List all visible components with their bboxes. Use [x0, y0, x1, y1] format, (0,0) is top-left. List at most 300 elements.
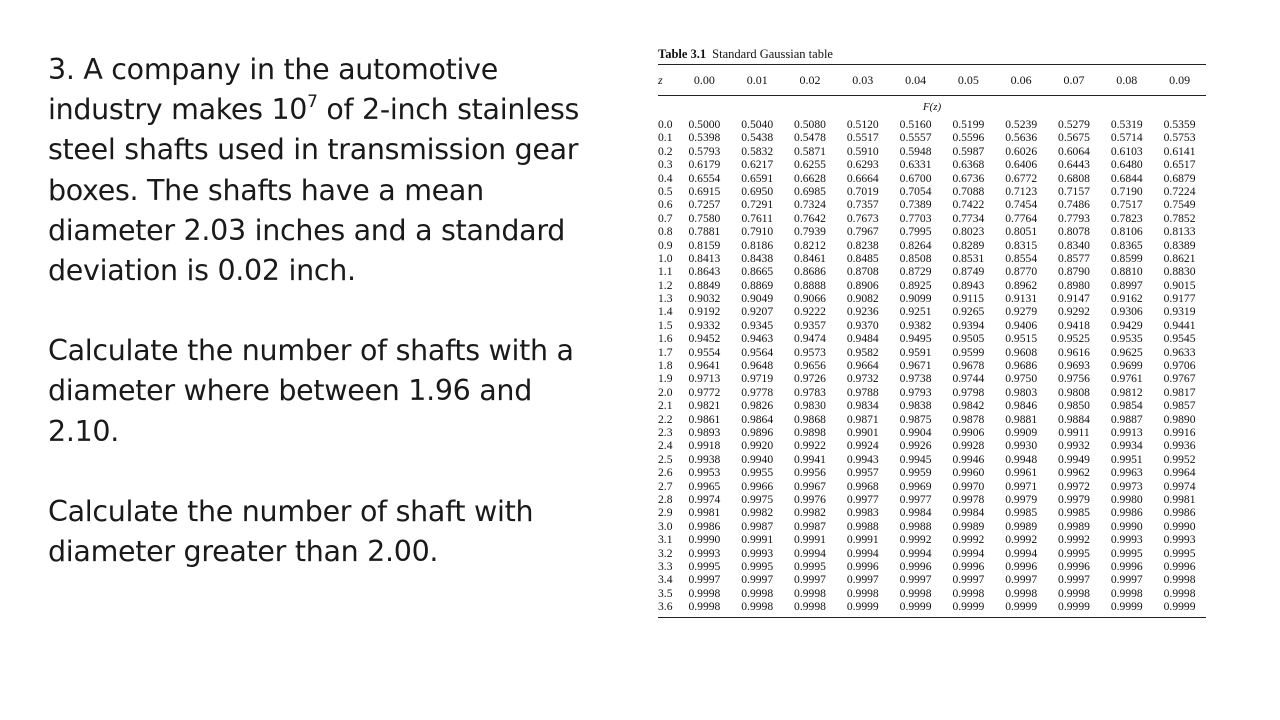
z-value: 3.2: [658, 546, 673, 560]
table-cell: 0.9678: [952, 359, 985, 373]
table-cell: 0.9962: [1058, 466, 1090, 480]
table-row: [658, 346, 1206, 359]
table-cell: 0.9370: [846, 318, 879, 332]
table-cell: 0.9582: [846, 345, 879, 359]
fz-label: F(z): [922, 101, 942, 113]
table-cell: 0.9992: [1005, 533, 1038, 547]
table-cell: 0.9998: [1110, 586, 1143, 600]
table-cell: 0.5596: [952, 131, 985, 145]
table-row: [658, 332, 1206, 345]
table-row: [658, 372, 1206, 385]
table-cell: 0.9382: [899, 318, 932, 332]
table-cell: 0.9911: [1058, 425, 1090, 439]
table-cell: 0.9996: [899, 559, 932, 573]
exponent: 7: [307, 91, 318, 112]
table-cell: 0.9997: [1058, 573, 1090, 587]
table-cell: 0.7703: [899, 211, 932, 225]
table-cell: 0.9418: [1058, 318, 1090, 332]
table-cell: 0.8438: [741, 251, 774, 265]
table-cell: 0.9099: [899, 292, 932, 306]
table-row: [658, 145, 1206, 158]
table-cell: 0.9599: [952, 345, 985, 359]
table-cell: 0.7734: [952, 211, 985, 225]
column-header: 0.06: [1010, 72, 1032, 87]
table-cell: 0.9976: [794, 492, 826, 506]
table-cell: 0.9535: [1110, 332, 1143, 346]
z-value: 1.9: [658, 372, 673, 386]
column-header: 0.02: [799, 72, 821, 87]
problem-statement: [48, 50, 608, 291]
table-row: [658, 399, 1206, 412]
table-cell: 0.8159: [688, 238, 721, 252]
table-cell: 0.6700: [899, 171, 932, 185]
table-cell: 0.9973: [1110, 479, 1143, 493]
table-cell: 0.8461: [794, 251, 826, 265]
table-cell: 0.8790: [1058, 265, 1090, 279]
table-cell: 0.9993: [1163, 533, 1196, 547]
table-cell: 0.9992: [952, 533, 985, 547]
table-cell: 0.9817: [1163, 385, 1196, 399]
table-cell: 0.8340: [1058, 238, 1090, 252]
z-value: 0.6: [658, 198, 673, 212]
table-cell: 0.8621: [1163, 251, 1196, 265]
table-cell: 0.6879: [1163, 171, 1196, 185]
table-caption-label: Table 3.1: [658, 47, 707, 61]
table-cell: 0.9913: [1110, 425, 1143, 439]
table-cell: 0.9916: [1163, 425, 1196, 439]
table-cell: 0.5199: [952, 118, 985, 131]
z-column-header: z: [658, 72, 663, 87]
table-row: [658, 560, 1206, 573]
table-cell: 0.9992: [899, 533, 932, 547]
table-cell: 0.9803: [1005, 385, 1038, 399]
table-cell: 0.9943: [846, 452, 879, 466]
table-row: [658, 319, 1206, 332]
z-value: 1.3: [658, 292, 673, 306]
table-cell: 0.9515: [1005, 332, 1038, 346]
z-value: 1.8: [658, 359, 673, 373]
table-row: [658, 493, 1206, 506]
table-cell: 0.9850: [1058, 399, 1090, 413]
table-cell: 0.9986: [1110, 506, 1143, 520]
table-cell: 0.9909: [1005, 425, 1038, 439]
table-cell: 0.9732: [846, 372, 879, 386]
table-cell: 0.9952: [1163, 452, 1196, 466]
table-cell: 0.7357: [846, 198, 879, 212]
table-cell: 0.9798: [952, 385, 985, 399]
table-row: [658, 131, 1206, 144]
bottom-rule: [658, 617, 1206, 618]
table-cell: 0.9049: [741, 292, 774, 306]
table-cell: 0.9857: [1163, 399, 1196, 413]
table-cell: 0.9066: [794, 292, 826, 306]
table-cell: 0.9846: [1005, 399, 1038, 413]
table-cell: 0.9406: [1005, 318, 1038, 332]
table-cell: 0.9989: [1005, 519, 1038, 533]
column-header: 0.00: [693, 72, 715, 87]
table-cell: 0.9940: [741, 452, 774, 466]
table-cell: 0.5910: [846, 144, 879, 158]
table-cell: 0.8943: [952, 278, 985, 292]
table-cell: 0.9989: [1058, 519, 1090, 533]
table-cell: 0.9993: [1110, 533, 1143, 547]
z-value: 1.1: [658, 265, 673, 279]
table-cell: 0.6064: [1058, 144, 1090, 158]
table-cell: 0.9998: [794, 600, 826, 614]
table-cell: 0.9995: [688, 559, 721, 573]
table-cell: 0.8888: [794, 278, 826, 292]
table-cell: 0.9996: [1005, 559, 1038, 573]
z-value: 3.3: [658, 559, 673, 573]
table-cell: 0.9964: [1163, 466, 1196, 480]
table-row: [658, 172, 1206, 185]
table-cell: 0.9998: [794, 586, 826, 600]
table-cell: 0.9986: [688, 519, 721, 533]
table-cell: 0.8729: [899, 265, 932, 279]
table-cell: 0.9924: [846, 439, 879, 453]
table-cell: 0.9641: [688, 359, 721, 373]
table-cell: 0.7611: [741, 211, 773, 225]
table-cell: 0.9980: [1110, 492, 1143, 506]
table-cell: 0.9830: [794, 399, 826, 413]
table-cell: 0.9997: [1110, 573, 1143, 587]
table-cell: 0.6179: [688, 158, 721, 172]
table-cell: 0.6406: [1005, 158, 1038, 172]
z-value: 1.7: [658, 345, 673, 359]
table-cell: 0.8315: [1005, 238, 1038, 252]
spacer: [48, 291, 608, 331]
table-cell: 0.9996: [1058, 559, 1090, 573]
table-cell: 0.9930: [1005, 439, 1038, 453]
table-cell: 0.7549: [1163, 198, 1196, 212]
table-cell: 0.9988: [846, 519, 879, 533]
table-cell: 0.9616: [1058, 345, 1090, 359]
table-cell: 0.7019: [846, 184, 879, 198]
table-cell: 0.9495: [899, 332, 932, 346]
table-cell: 0.9251: [899, 305, 932, 319]
table-cell: 0.9884: [1058, 412, 1090, 426]
table-cell: 0.9474: [794, 332, 826, 346]
table-cell: 0.8413: [688, 251, 721, 265]
table-cell: 0.6554: [688, 171, 721, 185]
table-cell: 0.9505: [952, 332, 985, 346]
table-cell: 0.9834: [846, 399, 879, 413]
table-cell: 0.8508: [899, 251, 932, 265]
table-cell: 0.9970: [952, 479, 985, 493]
table-cell: 0.9671: [899, 359, 932, 373]
table-cell: 0.7793: [1058, 211, 1090, 225]
gaussian-table: [658, 44, 1206, 618]
table-cell: 0.9928: [952, 439, 985, 453]
table-cell: 0.5279: [1058, 118, 1090, 131]
table-cell: 0.6591: [741, 171, 774, 185]
table-cell: 0.8925: [899, 278, 932, 292]
table-cell: 0.9591: [899, 345, 932, 359]
table-cell: 0.9997: [846, 573, 879, 587]
table-cell: 0.8997: [1110, 278, 1143, 292]
table-cell: 0.9998: [1163, 573, 1196, 587]
table-cell: 0.9633: [1163, 345, 1196, 359]
z-value: 0.0: [658, 118, 673, 131]
table-row: [658, 118, 1206, 131]
column-header: 0.08: [1116, 72, 1138, 87]
table-cell: 0.9292: [1058, 305, 1090, 319]
table-cell: 0.9985: [1058, 506, 1090, 520]
table-cell: 0.7422: [952, 198, 985, 212]
table-cell: 0.9082: [846, 292, 879, 306]
z-value: 0.7: [658, 211, 673, 225]
table-cell: 0.9995: [1163, 546, 1196, 560]
column-header: 0.07: [1063, 72, 1085, 87]
table-cell: 0.9951: [1110, 452, 1143, 466]
z-value: 1.2: [658, 278, 673, 292]
table-cell: 0.9997: [899, 573, 932, 587]
table-cell: 0.9997: [1005, 573, 1038, 587]
table-cell: 0.9920: [741, 439, 774, 453]
table-cell: 0.9332: [688, 318, 721, 332]
table-cell: 0.5398: [688, 131, 721, 145]
table-cell: 0.9945: [899, 452, 932, 466]
table-cell: 0.9965: [688, 479, 721, 493]
table-cell: 0.9996: [846, 559, 879, 573]
table-cell: 0.9975: [741, 492, 774, 506]
table-cell: 0.7995: [899, 225, 932, 239]
table-cell: 0.9896: [741, 425, 774, 439]
table-cell: 0.9986: [1163, 506, 1196, 520]
table-cell: 0.9959: [899, 466, 932, 480]
table-row: [658, 547, 1206, 560]
table-cell: 0.9995: [1110, 546, 1143, 560]
z-value: 2.7: [658, 479, 673, 493]
table-cell: 0.9992: [1058, 533, 1090, 547]
table-cell: 0.9997: [688, 573, 721, 587]
z-value: 3.1: [658, 533, 673, 547]
z-value: 0.2: [658, 144, 673, 158]
table-row: [658, 359, 1206, 372]
table-cell: 0.8980: [1058, 278, 1090, 292]
table-cell: 0.9573: [794, 345, 826, 359]
table-cell: 0.9987: [794, 519, 826, 533]
table-cell: 0.9994: [794, 546, 826, 560]
table-cell: 0.9890: [1163, 412, 1196, 426]
column-header: 0.03: [852, 72, 874, 87]
table-cell: 0.9989: [952, 519, 985, 533]
table-row: [658, 573, 1206, 586]
table-cell: 0.8906: [846, 278, 879, 292]
table-cell: 0.5987: [952, 144, 985, 158]
table-cell: 0.9998: [688, 586, 721, 600]
table-cell: 0.8849: [688, 278, 721, 292]
table-cell: 0.9981: [1163, 492, 1196, 506]
table-cell: 0.6517: [1163, 158, 1196, 172]
table-cell: 0.7823: [1110, 211, 1143, 225]
table-cell: 0.9881: [1005, 412, 1038, 426]
table-cell: 0.9713: [688, 372, 721, 386]
table-row: [658, 212, 1206, 225]
table-cell: 0.9222: [794, 305, 826, 319]
table-cell: 0.8599: [1110, 251, 1143, 265]
z-value: 0.4: [658, 171, 673, 185]
column-header: 0.09: [1169, 72, 1191, 87]
table-cell: 0.9999: [1005, 600, 1038, 614]
table-cell: 0.7224: [1163, 184, 1196, 198]
table-cell: 0.9972: [1058, 479, 1090, 493]
table-cell: 0.9744: [952, 372, 985, 386]
table-cell: 0.6217: [741, 158, 774, 172]
table-row: [658, 439, 1206, 452]
problem-details: of 2-inch stainless steel shafts used in transmission gear boxes. The shafts have a mean diameter 2.03 inches and a standard deviation is 0.02 inch.: [48, 93, 580, 288]
table-row: [658, 239, 1206, 252]
table-cell: 0.5319: [1110, 118, 1143, 131]
table-cell: 0.6368: [952, 158, 985, 172]
table-cell: 0.8212: [794, 238, 826, 252]
table-cell: 0.9394: [952, 318, 985, 332]
table-cell: 0.9967: [794, 479, 826, 493]
question-part-1: Calculate the number of shafts with a diameter where between 1.96 and 2.10.: [48, 334, 574, 448]
table-row: [658, 453, 1206, 466]
table-cell: 0.9977: [846, 492, 879, 506]
table-cell: 0.8643: [688, 265, 721, 279]
table-row: [658, 292, 1206, 305]
table-cell: 0.9664: [846, 359, 879, 373]
table-cell: 0.9977: [899, 492, 932, 506]
table-cell: 0.6772: [1005, 171, 1038, 185]
table-cell: 0.7642: [794, 211, 826, 225]
table-cell: 0.9767: [1163, 372, 1196, 386]
table-cell: 0.9969: [899, 479, 932, 493]
z-value: 2.1: [658, 399, 673, 413]
table-cell: 0.8708: [846, 265, 879, 279]
table-cell: 0.8554: [1005, 251, 1038, 265]
table-cell: 0.9922: [794, 439, 826, 453]
table-cell: 0.7580: [688, 211, 721, 225]
question-part-2: Calculate the number of shaft with diameter greater than 2.00.: [48, 494, 534, 569]
table-cell: 0.9941: [794, 452, 826, 466]
table-cell: 0.9904: [899, 425, 932, 439]
table-cell: 0.9995: [794, 559, 826, 573]
table-header-row: [658, 65, 1206, 95]
table-cell: 0.9990: [1110, 519, 1143, 533]
table-cell: 0.6844: [1110, 171, 1143, 185]
table-cell: 0.6736: [952, 171, 985, 185]
table-cell: 0.9778: [741, 385, 774, 399]
table-cell: 0.8485: [846, 251, 879, 265]
table-cell: 0.9207: [741, 305, 774, 319]
table-cell: 0.9946: [952, 452, 985, 466]
table-cell: 0.9719: [741, 372, 774, 386]
table-cell: 0.9974: [1163, 479, 1196, 493]
table-cell: 0.7881: [688, 225, 721, 239]
table-cell: 0.9032: [688, 292, 721, 306]
table-cell: 0.9648: [741, 359, 774, 373]
table-cell: 0.8106: [1110, 225, 1143, 239]
table-cell: 0.9979: [1005, 492, 1038, 506]
z-value: 3.6: [658, 600, 673, 614]
table-cell: 0.9564: [741, 345, 774, 359]
table-cell: 0.7257: [688, 198, 721, 212]
table-cell: 0.8962: [1005, 278, 1038, 292]
table-row: [658, 520, 1206, 533]
table-cell: 0.9987: [741, 519, 774, 533]
table-cell: 0.9999: [1058, 600, 1090, 614]
table-cell: 0.9147: [1058, 292, 1090, 306]
table-cell: 0.9968: [846, 479, 879, 493]
table-cell: 0.5517: [846, 131, 879, 145]
table-cell: 0.6950: [741, 184, 774, 198]
table-cell: 0.9983: [846, 506, 879, 520]
table-cell: 0.9783: [794, 385, 826, 399]
table-cell: 0.6255: [794, 158, 826, 172]
table-cell: 0.9984: [952, 506, 985, 520]
column-header: 0.01: [746, 72, 768, 87]
table-cell: 0.6915: [688, 184, 721, 198]
table-cell: 0.8078: [1058, 225, 1090, 239]
table-cell: 0.5239: [1005, 118, 1038, 131]
table-cell: 0.9936: [1163, 439, 1196, 453]
table-cell: 0.9756: [1058, 372, 1090, 386]
table-cell: 0.9608: [1005, 345, 1038, 359]
table-cell: 0.7852: [1163, 211, 1196, 225]
table-cell: 0.9974: [688, 492, 721, 506]
table-cell: 0.8365: [1110, 238, 1143, 252]
table-cell: 0.9906: [952, 425, 985, 439]
table-cell: 0.8051: [1005, 225, 1038, 239]
table-cell: 0.6808: [1058, 171, 1090, 185]
table-cell: 0.9441: [1163, 318, 1196, 332]
table-cell: 0.9960: [952, 466, 985, 480]
table-cell: 0.7486: [1058, 198, 1090, 212]
z-value: 0.9: [658, 238, 673, 252]
table-cell: 0.9984: [899, 506, 932, 520]
table-cell: 0.6480: [1110, 158, 1143, 172]
table-cell: 0.5636: [1005, 131, 1038, 145]
table-cell: 0.7054: [899, 184, 932, 198]
table-cell: 0.9994: [846, 546, 879, 560]
z-value: 2.4: [658, 439, 673, 453]
table-cell: 0.8238: [846, 238, 879, 252]
table-cell: 0.9991: [794, 533, 826, 547]
table-cell: 0.9554: [688, 345, 721, 359]
z-value: 3.5: [658, 586, 673, 600]
table-cell: 0.8577: [1058, 251, 1090, 265]
table-row: [658, 185, 1206, 198]
table-cell: 0.8133: [1163, 225, 1196, 239]
table-cell: 0.9738: [899, 372, 932, 386]
table-cell: 0.5714: [1110, 131, 1143, 145]
table-cell: 0.7123: [1005, 184, 1038, 198]
problem-intro: 3. A company in the automotive industry makes 10: [48, 53, 498, 127]
table-cell: 0.9981: [688, 506, 721, 520]
table-cell: 0.9306: [1110, 305, 1143, 319]
table-cell: 0.9998: [899, 586, 932, 600]
table-row: [658, 587, 1206, 600]
table-cell: 0.9971: [1005, 479, 1038, 493]
table-cell: 0.9932: [1058, 439, 1090, 453]
table-cell: 0.9956: [794, 466, 826, 480]
table-cell: 0.8023: [952, 225, 985, 239]
table-cell: 0.9998: [741, 586, 774, 600]
table-row: [658, 426, 1206, 439]
z-value: 2.5: [658, 452, 673, 466]
table-cell: 0.9656: [794, 359, 826, 373]
table-cell: 0.9918: [688, 439, 721, 453]
z-value: 1.6: [658, 332, 673, 346]
table-cell: 0.9993: [688, 546, 721, 560]
table-cell: 0.9162: [1110, 292, 1143, 306]
table-cell: 0.9693: [1058, 359, 1090, 373]
table-cell: 0.7190: [1110, 184, 1143, 198]
table-cell: 0.9525: [1058, 332, 1090, 346]
